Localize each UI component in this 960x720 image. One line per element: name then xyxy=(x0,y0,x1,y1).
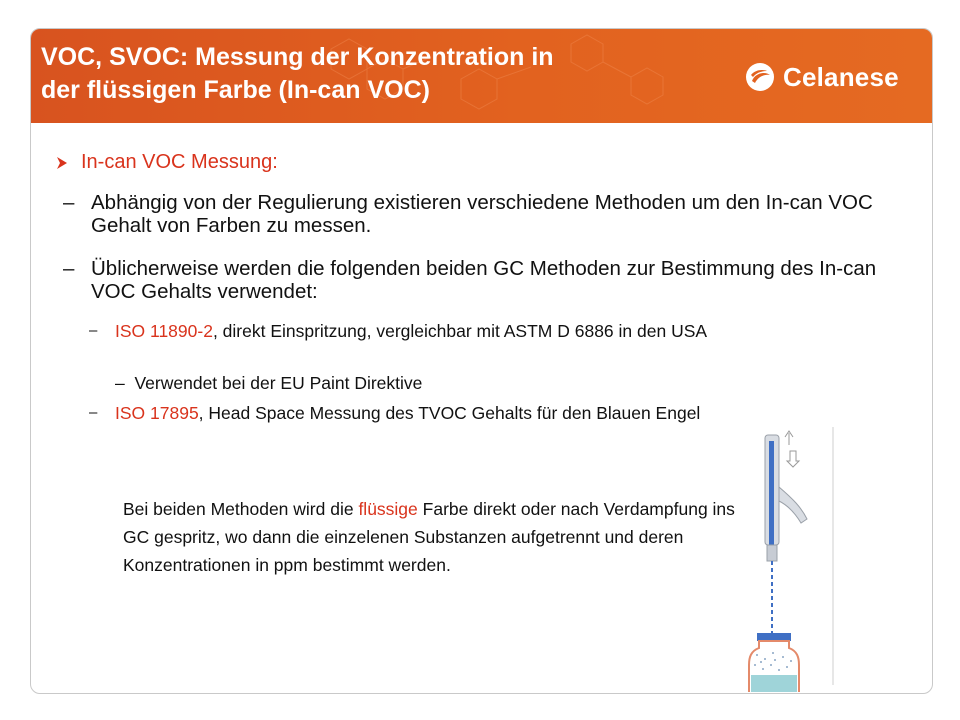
dash-marker: – xyxy=(115,373,125,393)
note-text: Verwendet bei der EU Paint Direktive xyxy=(134,373,423,393)
logo-text: Celanese xyxy=(783,61,899,92)
title-line-2: der flüssigen Farbe (In-can VOC) xyxy=(41,76,430,104)
page-title xyxy=(41,41,721,107)
sub-bullet-text xyxy=(115,403,915,423)
bullet-text: Abhängig von der Regulierung existieren verschiedene Methoden um den In-can VOC Gehalt von Farben zu messen. xyxy=(91,191,873,237)
dash-marker: – xyxy=(63,257,75,280)
note-item xyxy=(115,373,422,393)
section-heading: In-can VOC Messung: xyxy=(81,151,278,173)
sub-bullet-description: , Head Space Messung des TVOC Gehalts für den Blauen Engel xyxy=(198,403,701,423)
standard-reference: ISO 11890-2 xyxy=(115,321,213,341)
flow-arrow-icon xyxy=(785,431,799,467)
standard-reference: ISO 17895 xyxy=(115,403,199,423)
dash-marker: – xyxy=(89,322,98,339)
header-bar xyxy=(31,29,932,123)
dash-marker: – xyxy=(89,404,98,421)
highlight-word: flüssige xyxy=(358,499,418,519)
heading-bullet xyxy=(55,151,278,174)
bullet-item xyxy=(63,191,923,237)
bullet-item xyxy=(63,257,923,303)
dash-marker: – xyxy=(63,191,75,214)
celanese-logo xyxy=(745,59,899,95)
summary-paragraph xyxy=(123,495,743,579)
sub-bullet-item xyxy=(89,321,909,361)
arrow-bullet-icon xyxy=(55,156,69,170)
title-line-1: VOC, SVOC: Messung der Konzentration in xyxy=(41,43,554,71)
logo-swirl-icon xyxy=(745,62,775,92)
sub-bullet-description: , direkt Einspritzung, vergleichbar mit ASTM D 6886 in den USA xyxy=(212,321,708,341)
headspace-syringe-diagram xyxy=(741,427,871,692)
paragraph-text: Farbe direkt oder nach Verdampfung ins GC gespritz, wo dann die einzelenen Substanzen aufgetrennt und deren Konzentrationen in ppm bestimmt werden. xyxy=(123,499,735,575)
sub-bullet-text xyxy=(115,321,915,341)
bullet-text: Üblicherweise werden die folgenden beiden GC Methoden zur Bestimmung des In-can VOC Gehalts verwendet: xyxy=(91,257,877,303)
slide xyxy=(30,28,933,694)
paragraph-text: Bei beiden Methoden wird die xyxy=(123,499,359,519)
